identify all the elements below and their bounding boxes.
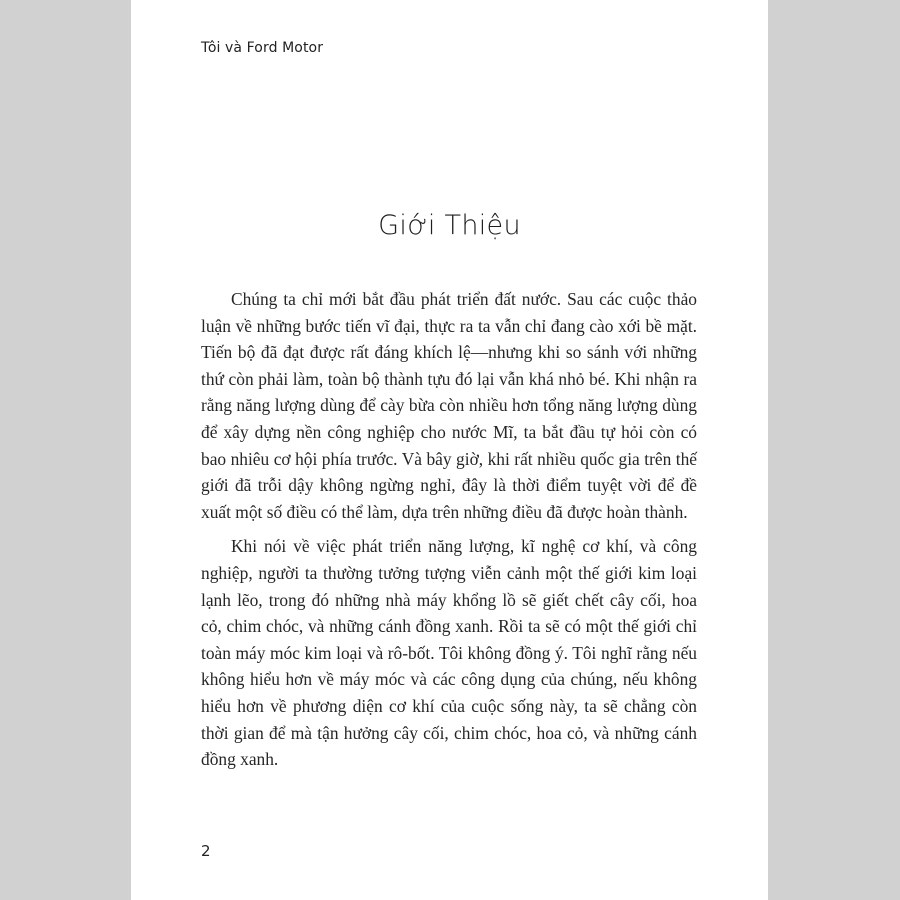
page-number: 2 <box>201 842 211 860</box>
chapter-title: Giới Thiệu <box>378 210 521 241</box>
running-header: Tôi và Ford Motor <box>201 40 324 56</box>
body-text <box>201 286 697 773</box>
paragraph: Chúng ta chỉ mới bắt đầu phát triển đất nước. Sau các cuộc thảo luận về những bước tiến vĩ đại, thực ra ta vẫn chỉ đang cào xới bề mặt. Tiến bộ đã đạt được rất đáng khích lệ—nhưng khi so sánh với những thứ còn phải làm, toàn bộ thành tựu đó lại vẫn khá nhỏ bé. Khi nhận ra rằng năng lượng dùng để cày bừa còn nhiều hơn tổng năng lượng dùng để xây dựng nền công nghiệp cho nước Mĩ, ta bắt đầu tự hỏi còn có bao nhiêu cơ hội phía trước. Và bây giờ, khi rất nhiều quốc gia trên thế giới đã trỗi dậy không ngừng nghỉ, đây là thời điểm tuyệt vời để đề xuất một số điều có thể làm, dựa trên những điều đã được hoàn thành. <box>201 289 697 522</box>
paragraph: Khi nói về việc phát triển năng lượng, kĩ nghệ cơ khí, và công nghiệp, người ta thường tưởng tượng viễn cảnh một thế giới kim loại lạnh lẽo, trong đó những nhà máy khổng lồ sẽ giết chết cây cối, hoa cỏ, chim chóc, và những cánh đồng xanh. Rồi ta sẽ có một thế giới chỉ toàn máy móc kim loại và rô-bốt. Tôi không đồng ý. Tôi nghĩ rằng nếu không hiểu hơn về máy móc và các công dụng của chúng, nếu không hiểu hơn về phương diện cơ khí của cuộc sống này, ta sẽ chẳng còn thời gian để mà tận hưởng cây cối, chim chóc, hoa cỏ, và những cánh đồng xanh. <box>201 536 697 770</box>
book-page <box>131 0 768 900</box>
